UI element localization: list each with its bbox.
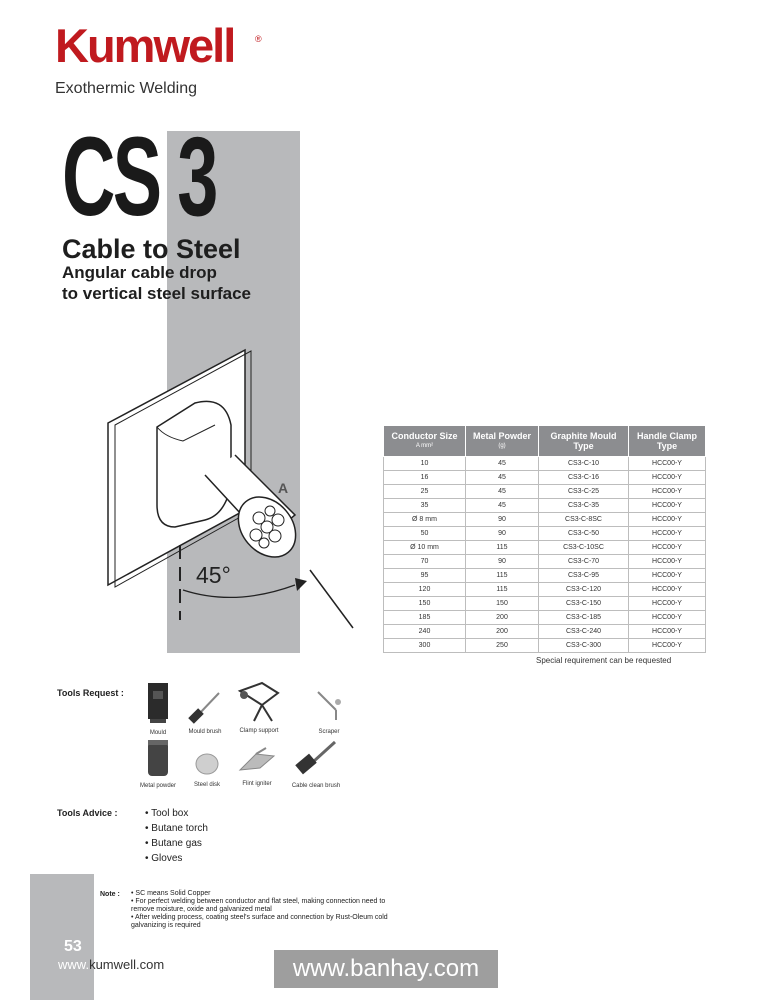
table-cell: HCC00-Y [629,625,706,639]
table-cell: CS3-C-25 [539,485,629,499]
table-cell: CS3-C-185 [539,611,629,625]
table-cell: 250 [466,639,539,653]
product-code: CS 3 [62,114,216,239]
table-cell: HCC00-Y [629,541,706,555]
table-cell: HCC00-Y [629,639,706,653]
brush-icon [185,690,225,724]
subtitle-line-1: Angular cable drop [62,263,217,282]
angle-label: 45° [196,562,231,588]
table-row [384,527,706,541]
table-cell: 95 [384,569,466,583]
table-cell: CS3-C-10SC [539,541,629,555]
table-cell: CS3-C-35 [539,499,629,513]
tool-cable-clean-brush: Cable clean brush [286,738,346,789]
subtitle-line-2: to vertical steel surface [62,284,251,303]
header-metal-powder: Metal Powder (g) [466,426,539,457]
table-row [384,555,706,569]
table-cell: CS3-C-16 [539,471,629,485]
table-cell: CS3-C-50 [539,527,629,541]
tools-request-label: Tools Request : [57,688,124,698]
table-cell: HCC00-Y [629,569,706,583]
table-row [384,499,706,513]
table-cell: HCC00-Y [629,611,706,625]
table-cell: 90 [466,527,539,541]
table-cell: HCC00-Y [629,485,706,499]
brand-tagline: Exothermic Welding [55,80,197,97]
header-mould-type: Graphite Mould Type [539,426,629,457]
table-cell: CS3-C-150 [539,597,629,611]
table-cell: CS3-C-10 [539,457,629,471]
table-cell: 150 [466,597,539,611]
table-cell: HCC00-Y [629,457,706,471]
table-cell: HCC00-Y [629,583,706,597]
table-row [384,471,706,485]
tool-mould-brush: Mould brush [183,690,227,735]
product-title: Cable to Steel [62,234,241,264]
notes-list [131,890,391,930]
table-row [384,485,706,499]
table-cell: 185 [384,611,466,625]
header-conductor: Conductor Size A mm² [384,426,466,457]
table-cell: 115 [466,583,539,597]
table-cell: CS3-C-120 [539,583,629,597]
table-body [384,457,706,653]
table-row [384,597,706,611]
table-cell: 300 [384,639,466,653]
table-cell: 90 [466,555,539,569]
cable-brush-icon [291,738,341,778]
specification-table [383,425,706,653]
igniter-icon [236,746,278,776]
table-note: Special requirement can be requested [536,656,672,665]
connection-drawing [95,345,365,635]
table-cell: 10 [384,457,466,471]
table-row [384,625,706,639]
brand-logo: Kumwell [55,19,235,72]
table-cell: 240 [384,625,466,639]
table-cell: CS3-C-300 [539,639,629,653]
header-powder-unit: (g) [498,443,506,449]
website-url[interactable]: www.kumwell.com [58,957,165,972]
section-label-a: A [278,480,289,496]
page-number: 53 [64,938,82,955]
clamp-icon [232,679,286,723]
table-cell: 70 [384,555,466,569]
scraper-icon [314,688,344,724]
note-label: Note : [100,891,120,898]
table-cell: HCC00-Y [629,597,706,611]
header-conductor-unit: A mm² [415,443,434,449]
registered-mark: ® [255,34,262,44]
tool-scraper: Scraper [312,688,346,735]
product-subtitle [62,262,251,304]
note-item: • For perfect welding between conductor and flat steel, making connection need to remove moisture, oxide and galvanized metal [131,898,386,913]
table-cell: 16 [384,471,466,485]
table-cell: CS3-C-240 [539,625,629,639]
mould-icon [145,681,171,725]
tools-advice-label: Tools Advice : [57,808,118,818]
table-cell: 45 [466,485,539,499]
table-cell: 90 [466,513,539,527]
table-cell: 150 [384,597,466,611]
tool-steel-disk: Steel disk [190,751,224,788]
table-cell: 45 [466,499,539,513]
powder-jar-icon [145,738,171,778]
tool-clamp-support: Clamp support [231,679,287,734]
table-cell: 45 [466,457,539,471]
header-clamp-type: Handle Clamp Type [629,426,706,457]
table-cell: HCC00-Y [629,513,706,527]
table-cell: 115 [466,569,539,583]
note-item: • After welding process, coating steel's surface and connection by Rust-Oleum cold galvanizing is required [131,914,388,929]
table-cell: CS3-C-8SC [539,513,629,527]
table-row [384,639,706,653]
table-row [384,457,706,471]
footer-band [30,874,94,1000]
table-cell: HCC00-Y [629,555,706,569]
tool-metal-powder: Metal powder [136,738,180,789]
note-item: • SC means Solid Copper [131,890,211,897]
list-item: • Butane torch [145,821,208,836]
watermark: www.banhay.com [274,950,498,988]
list-item: • Tool box [145,806,208,821]
tools-advice-list [145,806,208,866]
table-cell: 35 [384,499,466,513]
table-cell: HCC00-Y [629,471,706,485]
table-cell: 115 [466,541,539,555]
table-cell: CS3-C-95 [539,569,629,583]
table-cell: 120 [384,583,466,597]
table-row [384,541,706,555]
table-row [384,513,706,527]
list-item: • Butane gas [145,836,208,851]
tool-flint-igniter: Flint igniter [233,746,281,787]
table-cell: Ø 10 mm [384,541,466,555]
steel-disk-icon [194,751,220,777]
table-cell: Ø 8 mm [384,513,466,527]
table-row [384,611,706,625]
table-cell: 50 [384,527,466,541]
tool-mould: Mould [143,681,173,736]
table-cell: 200 [466,611,539,625]
table-cell: HCC00-Y [629,527,706,541]
table-cell: 45 [466,471,539,485]
table-row [384,569,706,583]
table-row [384,583,706,597]
list-item: • Gloves [145,851,208,866]
table-cell: HCC00-Y [629,499,706,513]
table-cell: CS3-C-70 [539,555,629,569]
table-cell: 200 [466,625,539,639]
table-cell: 25 [384,485,466,499]
